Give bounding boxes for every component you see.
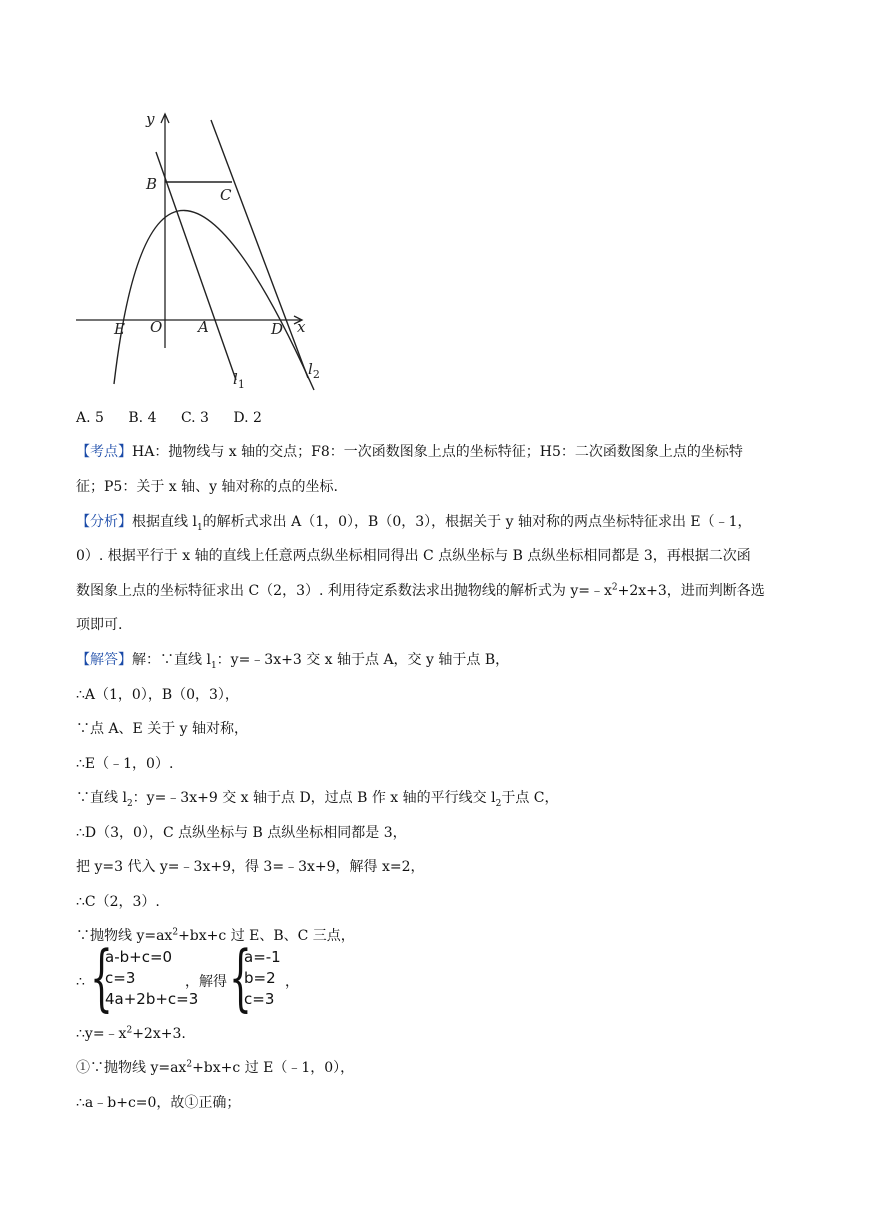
line-l2: [211, 120, 308, 378]
jieda-text-1a: 解：∵直线 l: [132, 652, 211, 668]
jieda-sub-5b: 2: [495, 798, 502, 809]
fenxi-line-4: [76, 615, 122, 635]
label-a: A: [198, 318, 209, 336]
jieda-text-9a: ∵抛物线 y=ax: [76, 928, 173, 944]
label-c: C: [220, 186, 232, 204]
system-therefore: ∴: [76, 974, 85, 990]
jieda-sub-1: 1: [210, 660, 217, 671]
label-l2: $l_2$: [308, 360, 320, 381]
fenxi-text-1a: 根据直线 l: [132, 514, 197, 530]
kaodian-text-2: 征；P5：关于 x 轴、y 轴对称的点的坐标.: [76, 479, 338, 495]
jieda-line-8: [76, 892, 160, 912]
jieda-line-10: [76, 1024, 186, 1044]
fenxi-text-1b: 的解析式求出 A（1，0），B（0，3），根据关于 y 轴对称的两点坐标特征求出 E（﹣1，: [202, 514, 752, 530]
fenxi-line-3: [76, 581, 765, 601]
jieda-tag: 【解答】: [76, 652, 132, 668]
system-1-eq-1: a-b+c=0: [105, 948, 173, 966]
choice-a: A. 5: [76, 410, 104, 426]
jieda-line-4: [76, 754, 173, 774]
system-1-eq-3: 4a+2b+c=3: [105, 990, 199, 1008]
jieda-text-3: ∵点 A、E 关于 y 轴对称，: [76, 721, 249, 737]
jieda-text-11b: +bx+c 过 E（﹣1，0），: [192, 1060, 355, 1076]
fenxi-text-3b: +2x+3，进而判断各选: [617, 583, 765, 599]
jieda-line-11: [76, 1058, 354, 1078]
jieda-text-4: ∴E（﹣1，0）.: [76, 756, 174, 772]
system-2-eq-3: c=3: [244, 990, 275, 1008]
system-brace-right: {: [229, 935, 252, 1019]
jieda-line-5: [76, 788, 559, 808]
fenxi-line-2: [76, 546, 751, 566]
fenxi-text-2: 0）. 根据平行于 x 轴的直线上任意两点纵坐标相同得出 C 点纵坐标与 B 点纵坐标相同都是 3，再根据二次函: [76, 548, 751, 564]
jieda-text-5a: ∵直线 l: [76, 790, 127, 806]
label-o: O: [150, 318, 163, 336]
jieda-line-2: [76, 685, 239, 705]
choice-c: C. 3: [180, 410, 209, 426]
choice-d: D. 2: [233, 410, 262, 426]
jieda-text-10a: ∴y=﹣x: [76, 1026, 127, 1042]
kaodian-tag: 【考点】: [76, 444, 132, 460]
kaodian-line-2: [76, 477, 338, 497]
jieda-sup-10: 2: [126, 1025, 133, 1036]
fenxi-text-3a: 数图象上点的坐标特征求出 C（2，3）. 利用待定系数法求出抛物线的解析式为 y=﹣x: [76, 583, 612, 599]
kaodian-line-1: [76, 442, 743, 462]
label-l1: $l_1$: [233, 370, 245, 391]
jieda-line-7: [76, 857, 425, 877]
system-2-eq-1: a=-1: [244, 948, 281, 966]
jieda-sup-9: 2: [172, 927, 179, 938]
figure-svg: [76, 108, 332, 394]
jieda-text-12: ∴a﹣b+c=0，故①正确；: [76, 1095, 241, 1111]
jieda-line-9: [76, 926, 355, 946]
jieda-sub-5a: 2: [126, 798, 133, 809]
fenxi-text-4: 项即可.: [76, 617, 123, 633]
label-x: x: [297, 318, 306, 336]
parabola-curve: [114, 210, 314, 390]
jieda-sup-11: 2: [186, 1059, 193, 1070]
answer-choices: [76, 408, 282, 428]
kaodian-text-1: HA：抛物线与 x 轴的交点；F8：一次函数图象上点的坐标特征；H5：二次函数图象上点的坐标特: [132, 444, 743, 460]
label-b: B: [146, 175, 158, 193]
jieda-text-9b: +bx+c 过 E、B、C 三点，: [178, 928, 355, 944]
jieda-text-10b: +2x+3.: [132, 1026, 186, 1042]
jieda-text-7: 把 y=3 代入 y=﹣3x+9，得 3=﹣3x+9，解得 x=2，: [76, 859, 425, 875]
jieda-line-6: [76, 823, 407, 843]
label-y: y: [146, 110, 155, 128]
parabola-figure: [76, 108, 332, 394]
system-2: [244, 947, 281, 1010]
system-solve-text: ，解得: [185, 974, 227, 990]
jieda-line-1: [76, 650, 509, 670]
fenxi-sub-1: 1: [196, 522, 203, 533]
system-2-eq-2: b=2: [244, 969, 276, 987]
fenxi-tag: 【分析】: [76, 514, 132, 530]
jieda-line-3: [76, 719, 248, 739]
choice-b: B. 4: [128, 410, 157, 426]
fenxi-line-1: [76, 512, 752, 532]
jieda-text-11a: ①∵抛物线 y=ax: [76, 1060, 187, 1076]
jieda-text-1b: ：y=﹣3x+3 交 x 轴于点 A，交 y 轴于点 B，: [216, 652, 510, 668]
jieda-text-5b: ：y=﹣3x+9 交 x 轴于点 D，过点 B 作 x 轴的平行线交 l: [132, 790, 496, 806]
label-e: E: [114, 320, 125, 338]
jieda-line-12: [76, 1093, 240, 1113]
system-1-eq-2: c=3: [105, 969, 136, 987]
system-end-comma: ，: [285, 974, 299, 990]
jieda-text-2: ∴A（1，0），B（0，3），: [76, 687, 239, 703]
jieda-text-6: ∴D（3，0），C 点纵坐标与 B 点纵坐标相同都是 3，: [76, 825, 407, 841]
system-brace-left: {: [90, 935, 113, 1019]
fenxi-sup-3: 2: [611, 582, 618, 593]
label-d: D: [271, 320, 284, 338]
jieda-text-8: ∴C（2，3）.: [76, 894, 160, 910]
jieda-text-5c: 于点 C，: [501, 790, 559, 806]
